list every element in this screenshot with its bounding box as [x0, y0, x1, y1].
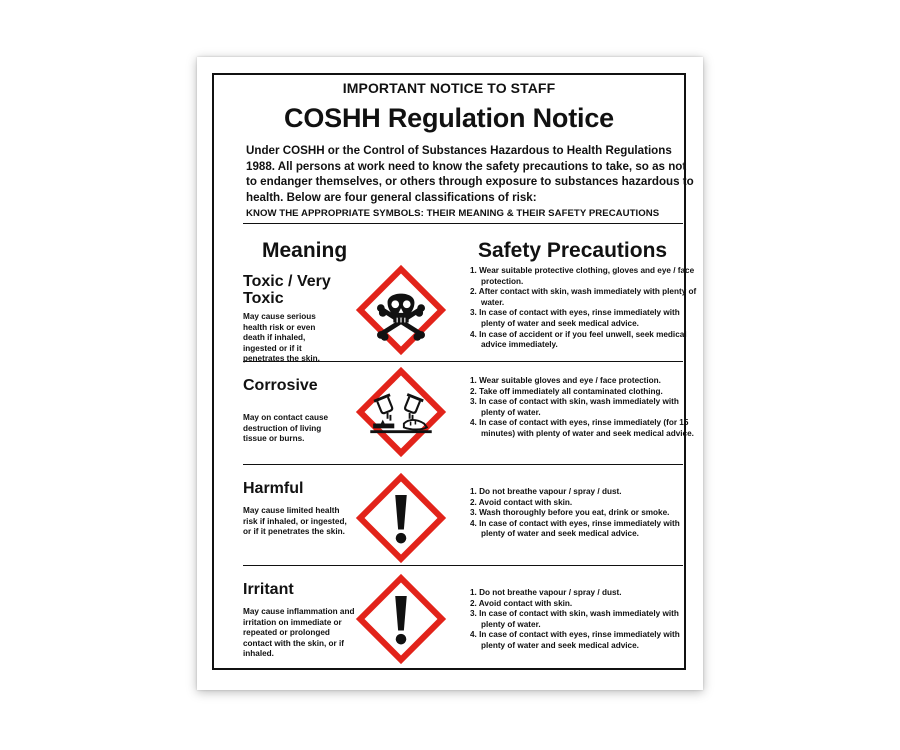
- precautions-list-harmful: [470, 487, 698, 540]
- precaution-item: 2. After contact with skin, wash immediately with plenty of water.: [470, 287, 697, 307]
- precaution-item: 4. In case of contact with eyes, rinse immediately with plenty of water and seek medical advice.: [470, 630, 680, 650]
- sign-frame: [212, 73, 697, 670]
- exclamation-mark-icon: [353, 470, 449, 566]
- precautions-list-irritant: [470, 588, 698, 652]
- precaution-item: 1. Wear suitable protective clothing, gloves and eye / face protection.: [470, 266, 695, 286]
- precaution-item: 3. Wash thoroughly before you eat, drink or smoke.: [470, 508, 670, 518]
- precaution-item: 1. Do not breathe vapour / spray / dust.: [470, 487, 622, 496]
- skull-crossbones-icon: [353, 262, 449, 358]
- hazard-description-irritant: May cause inflammation and irritation on immediate or repeated or prolonged contact with the skin, or if inhaled.: [243, 607, 355, 658]
- intro-paragraph: Under COSHH or the Control of Substances Hazardous to Health Regulations 1988. All persons at work need to know the safety precautions to take, so as not to endanger themselves, or others through exposure to substances hazardous to health. Below are four general classifications of risk:: [246, 144, 694, 204]
- hazard-name-corrosive: Corrosive: [243, 377, 318, 394]
- precaution-item: 4. In case of contact with eyes, rinse immediately with plenty of water and seek medical advice.: [470, 518, 680, 539]
- hazard-description-toxic: May cause serious health risk or even death if inhaled, ingested or if it penetrates the skin.: [243, 312, 320, 363]
- coshh-notice-sign: [197, 57, 703, 690]
- precaution-item: 4. In case of accident or if you feel unwell, seek medical advice immediately.: [470, 329, 687, 350]
- precautions-column-heading: Safety Precautions: [478, 239, 668, 262]
- hazard-name-harmful: Harmful: [243, 480, 304, 497]
- divider: [243, 361, 683, 362]
- precautions-list-corrosive: [470, 376, 698, 440]
- meaning-column-heading: Meaning: [262, 239, 348, 262]
- hazard-description-corrosive: May on contact cause destruction of living tissue or burns.: [243, 413, 329, 443]
- precaution-item: 3. In case of contact with skin, wash immediately with plenty of water.: [470, 397, 679, 417]
- notice-label: IMPORTANT NOTICE TO STAFF: [214, 80, 684, 96]
- notice-title: COSHH Regulation Notice: [284, 103, 614, 133]
- hazard-description-harmful: May cause limited health risk if inhaled, or ingested, or if it penetrates the skin.: [243, 506, 347, 536]
- precaution-item: 3. In case of contact with skin, wash immediately with plenty of water.: [470, 609, 679, 629]
- precaution-item: 4. In case of contact with eyes, rinse immediately (for 15 minutes) with plenty of water and seek medical advice.: [470, 418, 694, 438]
- divider: [243, 464, 683, 465]
- corrosion-icon: [353, 364, 449, 460]
- hazard-name-irritant: Irritant: [243, 581, 294, 598]
- divider: [243, 223, 683, 224]
- precautions-list-toxic: [470, 266, 698, 351]
- divider: [243, 565, 683, 566]
- precaution-item: 2. Take off immediately all contaminated clothing.: [470, 386, 663, 396]
- precaution-item: 1. Do not breathe vapour / spray / dust.: [470, 588, 622, 597]
- precaution-item: 2. Avoid contact with skin.: [470, 497, 573, 507]
- precaution-item: 1. Wear suitable gloves and eye / face protection.: [470, 376, 661, 385]
- know-symbols-line: KNOW THE APPROPRIATE SYMBOLS: THEIR MEANING & THEIR SAFETY PRECAUTIONS: [246, 208, 660, 219]
- precaution-item: 3. In case of contact with eyes, rinse immediately with plenty of water and seek medical advice.: [470, 308, 680, 328]
- precaution-item: 2. Avoid contact with skin.: [470, 598, 573, 608]
- hazard-name-toxic: Toxic / Very Toxic: [243, 273, 331, 307]
- exclamation-mark-icon: [353, 571, 449, 667]
